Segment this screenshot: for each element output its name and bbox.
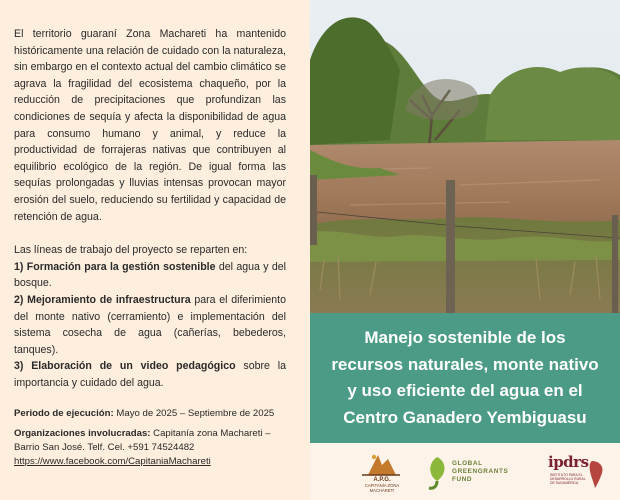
apg-logo (352, 451, 410, 493)
intro-paragraph: El territorio guaraní Zona Machareti ha mantenido históricamente una relación de cuidado con la naturaleza, sin embargo en el contexto actual del cambio climático se agrava la fragilidad del ecosistema chaqueño, por la reducción de precipitaciones que profundizan las condiciones de sequía y afecta la disponibilidad de agua para consumo humano y animal, y reduce la productividad de forrajeras nativas que contribuyen al equilibrio ecológico de la región. De igual forma las sequías prolongadas y lluvias intensas provocan mayor erosión del suelo, reduciendo su fertilidad y capacidad de retención de agua. (14, 28, 286, 223)
ggf-line-1: GLOBAL (452, 460, 483, 467)
work-line-2 (14, 292, 286, 358)
work-lines (14, 242, 286, 391)
ggf-logo (424, 451, 524, 493)
period-label: Periodo de ejecución: (14, 408, 114, 419)
ipdrs-sub: INSTITUTO PARA EL DESARROLLO RURAL DE SUDAMÉRICA (550, 473, 586, 485)
ggf-leaf-icon (424, 455, 450, 491)
apg-text (360, 478, 404, 493)
work-line-1-title: 1) Formación para la gestión sostenible (14, 260, 216, 273)
work-line-1 (14, 259, 286, 292)
facebook-link[interactable]: https://www.facebook.com/CapitaniaMachareti (14, 456, 211, 467)
south-america-map-icon (588, 459, 606, 489)
work-lines-intro: Las líneas de trabajo del proyecto se reparten en: (14, 244, 248, 257)
organizations (14, 427, 290, 469)
project-title: Manejo sostenible de los recursos naturales, monte nativo y uso eficiente del agua en el Centro Ganadero Yembiguasu (331, 328, 599, 427)
ggf-line-2: GREENGRANTS (452, 468, 509, 475)
ggf-line-3: FUND (452, 476, 473, 483)
work-line-1-text: del agua y del bosque. (14, 260, 286, 290)
work-line-3-title: 3) Elaboración de un video pedagógico (14, 360, 236, 373)
apg-sub: CAPITANÍA ZONA MACHARETI (364, 483, 400, 493)
execution-period (14, 407, 290, 421)
apg-emblem-icon (352, 451, 410, 479)
apg-name: A.P.G. (373, 477, 391, 483)
work-line-3-text: sobre la importancia y cuidado del agua. (14, 360, 286, 389)
landscape-photo (310, 0, 620, 313)
ipdrs-logo (546, 451, 608, 493)
title-banner (310, 313, 620, 443)
work-line-3 (14, 358, 286, 391)
work-line-2-title: 2) Mejoramiento de infraestructura (14, 293, 191, 306)
period-value: Mayo de 2025 – Septiembre de 2025 (113, 408, 275, 419)
right-column (310, 0, 620, 500)
ipdrs-name: ipdrs (548, 453, 589, 471)
landscape-illustration (310, 0, 620, 313)
work-line-2-text: para el diferimiento del monte nativo (cerramiento) e implementación del sistema cosecha de agua (cañerías, bebederos, tanques). (14, 293, 286, 356)
orgs-value: Capitanía zona Machareti – Barrio San José. Telf. Cel. +591 74524482 (14, 428, 271, 453)
logos-bar (310, 443, 620, 500)
orgs-label: Organizaciones involucradas: (14, 428, 151, 439)
ggf-text (452, 460, 508, 484)
